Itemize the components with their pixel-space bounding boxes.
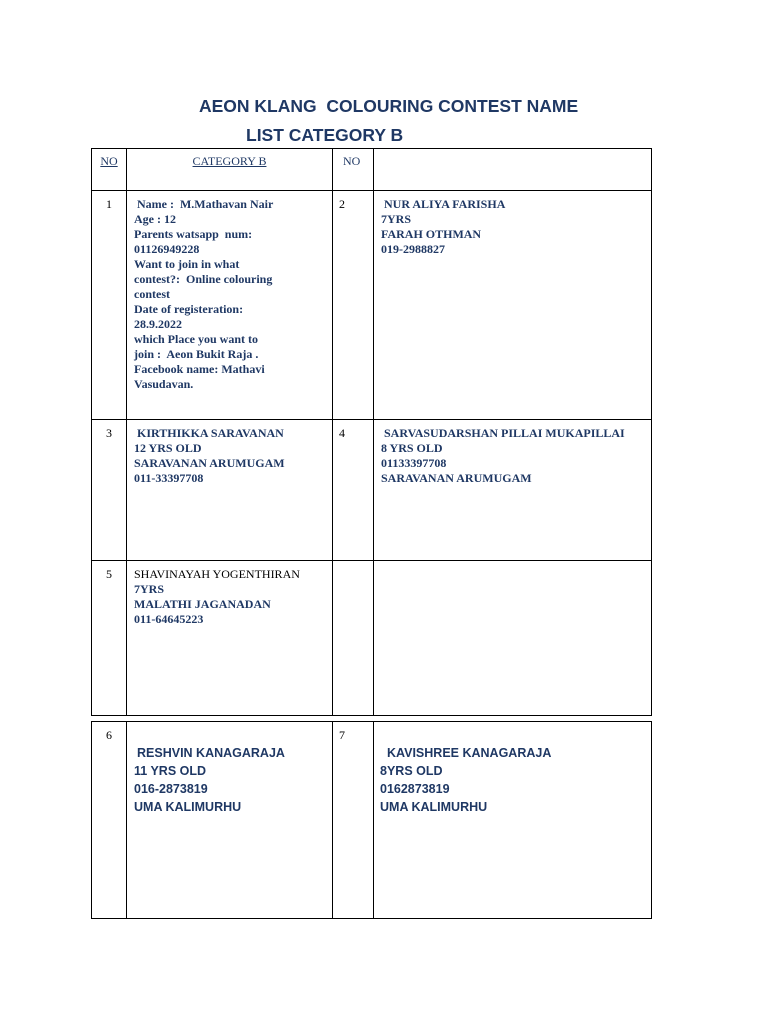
entry-details	[374, 722, 652, 919]
entry-line: join : Aeon Bukit Raja .	[134, 347, 259, 361]
entry-number	[333, 561, 374, 716]
entry-number: 2	[333, 191, 374, 420]
entry-number: 6	[92, 722, 127, 919]
entry-details	[127, 191, 333, 420]
entry-line: 0162873819	[380, 782, 450, 796]
entry-line: 7YRS	[134, 582, 165, 596]
header-blank	[374, 149, 652, 191]
entry-line: Parents watsapp num:	[134, 227, 253, 241]
entry-line: SARAVANAN ARUMUGAM	[381, 471, 532, 485]
table-row	[92, 420, 652, 561]
entry-details	[374, 420, 652, 561]
entry-line: Vasudavan.	[134, 377, 194, 391]
entry-details	[127, 722, 333, 919]
entry-line: 28.9.2022	[134, 317, 182, 331]
entry-line: Want to join in what	[134, 257, 240, 271]
table-header-row	[92, 149, 652, 191]
header-no-right: NO	[333, 149, 374, 191]
entry-number: 1	[92, 191, 127, 420]
entry-line: 7YRS	[381, 212, 412, 226]
entry-number: 4	[333, 420, 374, 561]
entry-details	[127, 420, 333, 561]
entry-line: UMA KALIMURHU	[134, 800, 242, 814]
entry-line: 11 YRS OLD	[134, 764, 207, 778]
entry-details-empty	[374, 561, 652, 716]
entry-line: KIRTHIKKA SARAVANAN	[134, 426, 284, 440]
entry-line: 01126949228	[134, 242, 200, 256]
table-row	[92, 561, 652, 716]
entry-line: SHAVINAYAH YOGENTHIRAN	[134, 567, 300, 581]
page-subtitle: LIST CATEGORY B	[246, 125, 404, 145]
entry-number: 3	[92, 420, 127, 561]
entry-number: 7	[333, 722, 374, 919]
entry-line: 01133397708	[381, 456, 447, 470]
contest-name-table	[91, 148, 652, 919]
entry-line: KAVISHREE KANAGARAJA	[387, 746, 552, 760]
entry-line: 8 YRS OLD	[381, 441, 443, 455]
table-row	[92, 191, 652, 420]
entry-line: 011-64645223	[134, 612, 204, 626]
entry-line: UMA KALIMURHU	[380, 800, 488, 814]
header-no-left: NO	[92, 149, 127, 191]
entry-line: contest?: Online colouring	[134, 272, 273, 286]
entry-line: FARAH OTHMAN	[381, 227, 482, 241]
entry-line: 011-33397708	[134, 471, 204, 485]
entry-line: Age : 12	[134, 212, 176, 226]
page-title: AEON KLANG COLOURING CONTEST NAME	[199, 96, 579, 116]
table-row	[92, 722, 652, 919]
entry-line: NUR ALIYA FARISHA	[381, 197, 506, 211]
entry-line: SARAVANAN ARUMUGAM	[134, 456, 285, 470]
entry-line: 016-2873819	[134, 782, 208, 796]
header-category: CATEGORY B	[127, 149, 333, 191]
entry-line: contest	[134, 287, 170, 301]
entry-line: SARVASUDARSHAN PILLAI MUKAPILLAI	[381, 426, 625, 440]
entry-line: Date of registeration:	[134, 302, 244, 316]
entry-line: Name : M.Mathavan Nair	[134, 197, 274, 211]
entry-details	[127, 561, 333, 716]
entry-line: RESHVIN KANAGARAJA	[137, 746, 285, 760]
entry-line: which Place you want to	[134, 332, 258, 346]
entry-line: 12 YRS OLD	[134, 441, 202, 455]
entry-line: Facebook name: Mathavi	[134, 362, 265, 376]
entry-number: 5	[92, 561, 127, 716]
entry-line: 019-2988827	[381, 242, 445, 256]
entry-details	[374, 191, 652, 420]
entry-line: 8YRS OLD	[380, 764, 443, 778]
entry-line: MALATHI JAGANADAN	[134, 597, 271, 611]
